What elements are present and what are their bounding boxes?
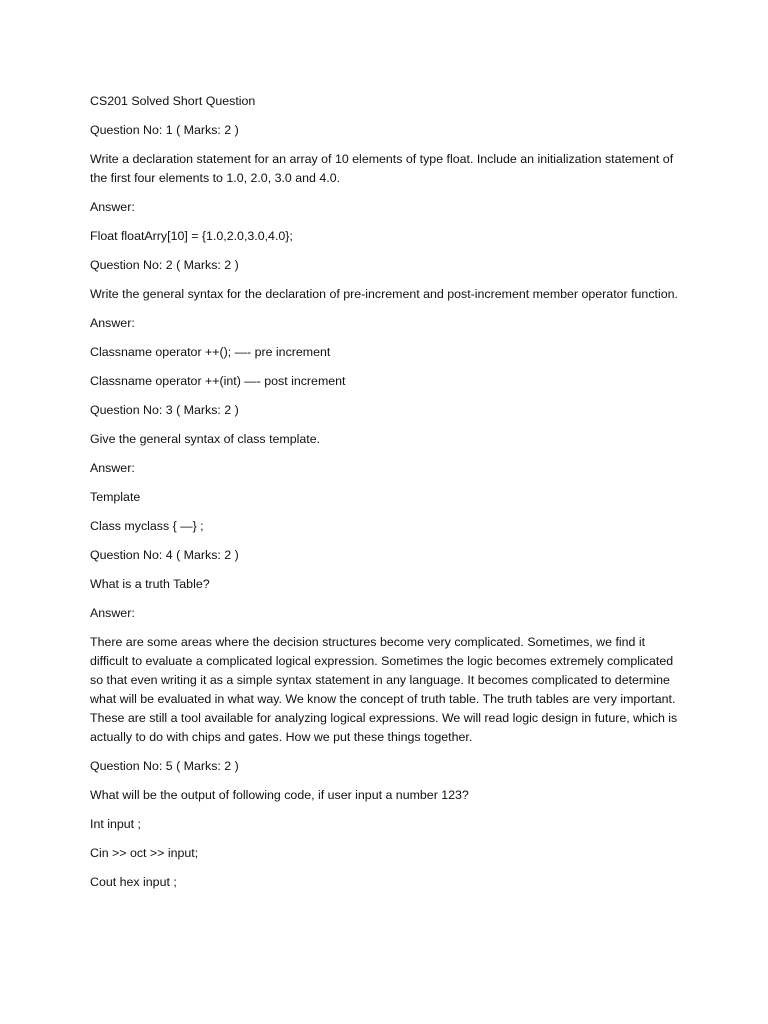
code-line-3: Cout hex input ; xyxy=(90,875,177,889)
answer-2-line-1: Classname operator ++(); —- pre increment xyxy=(90,345,331,359)
question-5-text: What will be the output of following code, if user input a number 123? xyxy=(90,788,469,802)
question-2-text: Write the general syntax for the declaration of pre-increment and post-increment member operator function. xyxy=(90,287,678,301)
answer-label: Answer: xyxy=(90,200,135,214)
question-4-heading: Question No: 4 ( Marks: 2 ) xyxy=(90,548,239,562)
answer-1-code: Float floatArry[10] = {1.0,2.0,3.0,4.0}; xyxy=(90,229,293,243)
code-line-1: Int input ; xyxy=(90,817,141,831)
document-body xyxy=(90,92,678,902)
answer-label: Answer: xyxy=(90,461,135,475)
document-title: CS201 Solved Short Question xyxy=(90,94,256,108)
answer-3-line-2: Class myclass { —} ; xyxy=(90,519,204,533)
code-line-2: Cin >> oct >> input; xyxy=(90,846,199,860)
question-5-heading: Question No: 5 ( Marks: 2 ) xyxy=(90,759,239,773)
question-1-text: Write a declaration statement for an array of 10 elements of type float. Include an initialization statement of the first four elements to 1.0, 2.0, 3.0 and 4.0. xyxy=(90,152,674,185)
question-3-heading: Question No: 3 ( Marks: 2 ) xyxy=(90,403,239,417)
answer-3-line-1: Template xyxy=(90,490,141,504)
question-2-heading: Question No: 2 ( Marks: 2 ) xyxy=(90,258,239,272)
answer-2-line-2: Classname operator ++(int) —- post increment xyxy=(90,374,346,388)
question-4-text: What is a truth Table? xyxy=(90,577,210,591)
answer-4-text: There are some areas where the decision structures become very complicated. Sometimes, we find it difficult to evaluate a complicated logical expression. Sometimes the logic becomes extremely complicated so that even writing it as a simple syntax statement in any language. It becomes complicated to determine what will be evaluated in what way. We know the concept of truth table. The truth tables are very important. These are still a tool available for analyzing logical expressions. We will read logic design in future, which is actually to do with chips and gates. How we put these things together. xyxy=(90,635,678,744)
question-1-heading: Question No: 1 ( Marks: 2 ) xyxy=(90,123,239,137)
answer-label: Answer: xyxy=(90,316,135,330)
answer-label: Answer: xyxy=(90,606,135,620)
question-3-text: Give the general syntax of class template. xyxy=(90,432,321,446)
